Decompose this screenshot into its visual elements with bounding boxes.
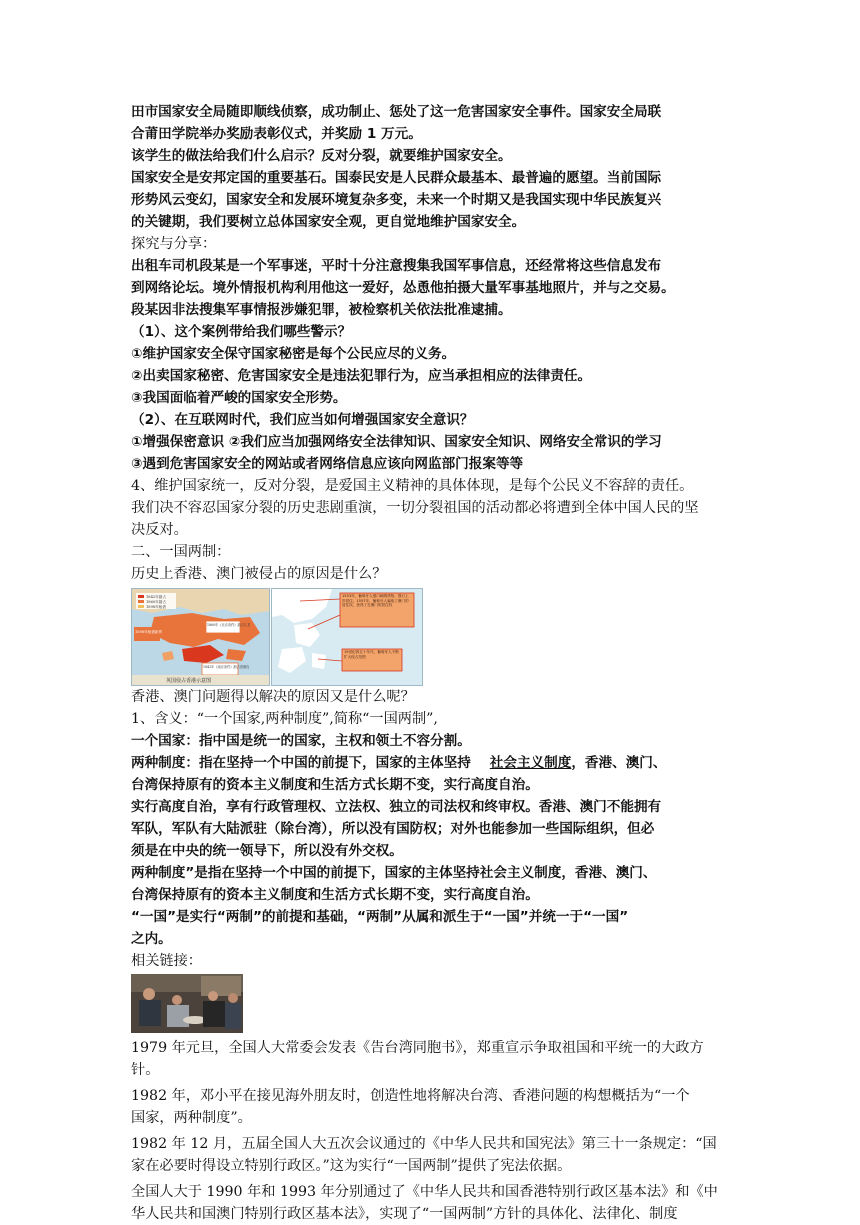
text-line: 相关链接： bbox=[131, 953, 202, 969]
text-line: 形势风云变幻，国家安全和发展环境复杂多变，未来一个时期又是我国实现中华民族复兴 bbox=[131, 192, 662, 208]
map-legend-1898: 1898年租借 bbox=[146, 605, 166, 609]
section-two-systems-details bbox=[131, 774, 731, 972]
map-caption: 英国侵占香港示意图 bbox=[166, 678, 212, 684]
section-one-country-two-systems bbox=[131, 686, 731, 752]
text-line: 1982 年，邓小平在接见海外朋友时，创造性地将解决台湾、香港问题的构想概括为“一个 bbox=[131, 1088, 690, 1104]
text-line: 实行高度自治，享有行政管理权、立法权、独立的司法权和终审权。香港、澳门不能拥有 bbox=[131, 799, 662, 815]
macau-callout-bottom: 19世纪四五十年代，葡萄牙人不断扩大侵占范围 bbox=[344, 650, 399, 659]
text-line: ③遇到危害国家安全的网站或者网络信息应该向网监部门报案等等 bbox=[131, 456, 524, 472]
text-line: 之内。 bbox=[131, 931, 172, 947]
hong-kong-map bbox=[131, 588, 270, 686]
map-callout-1898: 1898年租借新界 bbox=[135, 630, 163, 634]
map-legend-1860: 1860年割占 bbox=[146, 600, 166, 604]
macau-callout-top: 1553年，葡萄牙人借口晾晒货物，强行上岸居住。1557年，葡萄牙人骗取了澳门的居住权，获得了在澳门的居住权 bbox=[342, 594, 409, 608]
text-line: 一个国家：指中国是统一的国家，主权和领土不容分割。 bbox=[131, 733, 471, 749]
text-line: 1979 年元旦，全国人大常委会发表《告台湾同胞书》，郑重宣示争取祖国和平统一的大政方 bbox=[131, 1040, 704, 1056]
text-line: 探究与分享： bbox=[131, 236, 217, 252]
two-systems-text-before: 两种制度：指在坚持一个中国的前提下，国家的主体坚持 bbox=[131, 755, 490, 771]
text-line: （1）、这个案例带给我们哪些警示？ bbox=[131, 324, 352, 340]
two-systems-text-after: ，香港、澳门、 bbox=[571, 755, 667, 771]
text-line: 国家，两种制度”。 bbox=[131, 1110, 252, 1126]
text-line: 全国人大于 1990 年和 1993 年分别通过了《中华人民共和国香港特别行政区基本法》和《中 bbox=[131, 1184, 718, 1200]
text-line: 历史上香港、澳门被侵占的原因是什么？ bbox=[131, 566, 387, 582]
map-callout-1842: 1842年《南京条约》割占香港岛 bbox=[203, 665, 250, 669]
text-line: 我们决不容忍国家分裂的历史悲剧重演，一切分裂祖国的活动都必将遭到全体中国人民的坚 bbox=[131, 500, 699, 516]
text-line: 该学生的做法给我们什么启示？反对分裂，就要维护国家安全。 bbox=[131, 148, 512, 164]
text-line: 香港、澳门问题得以解决的原因又是什么呢？ bbox=[131, 689, 415, 705]
text-line: 须是在中央的统一领导下，所以没有外交权。 bbox=[131, 843, 403, 859]
text-line: 二、一国两制： bbox=[131, 544, 231, 560]
socialist-system-underlined: 社会主义制度 bbox=[489, 755, 572, 771]
macau-map-graphic bbox=[272, 589, 422, 685]
text-line: 军队，军队有大陆派驻（除台湾），所以没有国防权；对外也能参加一些国际组织，但必 bbox=[131, 821, 655, 837]
map-callout-1860: 1860年《北京条约》割占九龙 bbox=[207, 623, 251, 627]
text-line: 4、维护国家统一，反对分裂，是爱国主义精神的具体体现，是每个公民义不容辞的责任。 bbox=[131, 478, 694, 494]
text-line: 的关键期，我们要树立总体国家安全观，更自觉地维护国家安全。 bbox=[131, 214, 526, 230]
history-maps bbox=[131, 588, 421, 684]
text-line: ③我国面临着严峻的国家安全形势。 bbox=[131, 390, 347, 406]
text-line: ②出卖国家秘密、危害国家安全是违法犯罪行为，应当承担相应的法律责任。 bbox=[131, 368, 592, 384]
two-systems-definition bbox=[131, 752, 731, 774]
section-national-security bbox=[131, 101, 731, 585]
text-line: 台湾保持原有的资本主义制度和生活方式长期不变，实行高度自治。 bbox=[131, 887, 539, 903]
meeting-photo bbox=[131, 974, 243, 1033]
map-legend-1842: 1842年割占 bbox=[146, 595, 166, 599]
text-line: 家在必要时得设立特别行政区。”这为实行“一国两制”提供了宪法依据。 bbox=[131, 1158, 572, 1174]
section-related-links bbox=[131, 1037, 731, 1225]
text-line: “一国”是实行“两制”的前提和基础，“两制”从属和派生于“一国”并统一于“一国” bbox=[131, 909, 629, 925]
document-body bbox=[131, 101, 731, 1225]
text-line: 决反对。 bbox=[131, 522, 188, 538]
text-line: ①增强保密意识 ②我们应当加强网络安全法律知识、国家安全知识、网络安全常识的学习 bbox=[131, 434, 662, 450]
text-line: 两种制度”是指在坚持一个中国的前提下，国家的主体坚持社会主义制度，香港、澳门、 bbox=[131, 865, 657, 881]
text-line: （2）、在互联网时代，我们应当如何增强国家安全意识？ bbox=[131, 412, 474, 428]
text-line: 华人民共和国澳门特别行政区基本法》，实现了“一国两制”方针的具体化、法律化、制度 bbox=[131, 1206, 678, 1222]
text-line: 到网络论坛。境外情报机构利用他这一爱好，怂恿他拍摄大量军事基地照片，并与之交易。 bbox=[131, 280, 675, 296]
text-line: 1982 年 12 月，五届全国人大五次会议通过的《中华人民共和国宪法》第三十一条规定：“国 bbox=[131, 1136, 717, 1152]
text-line: 台湾保持原有的资本主义制度和生活方式长期不变，实行高度自治。 bbox=[131, 777, 539, 793]
text-line: 合莆田学院举办奖励表彰仪式，并奖励 1 万元。 bbox=[131, 126, 422, 142]
text-line: 出租车司机段某是一个军事迷，平时十分注意搜集我国军事信息，还经常将这些信息发布 bbox=[131, 258, 662, 274]
text-line: 段某因非法搜集军事情报涉嫌犯罪，被检察机关依法批准逮捕。 bbox=[131, 302, 512, 318]
macau-map bbox=[271, 588, 423, 686]
hong-kong-map-graphic bbox=[132, 589, 269, 685]
text-line: 田市国家安全局随即顺线侦察，成功制止、惩处了这一危害国家安全事件。国家安全局联 bbox=[131, 104, 662, 120]
text-line: 1、含义：“一个国家,两种制度”,简称“一国两制”, bbox=[131, 711, 438, 727]
text-line: 针。 bbox=[131, 1062, 160, 1078]
text-line: ①维护国家安全保守国家秘密是每个公民应尽的义务。 bbox=[131, 346, 456, 362]
meeting-photo-graphic bbox=[131, 974, 243, 1033]
text-line: 国家安全是安邦定国的重要基石。国泰民安是人民群众最基本、最普遍的愿望。当前国际 bbox=[131, 170, 662, 186]
